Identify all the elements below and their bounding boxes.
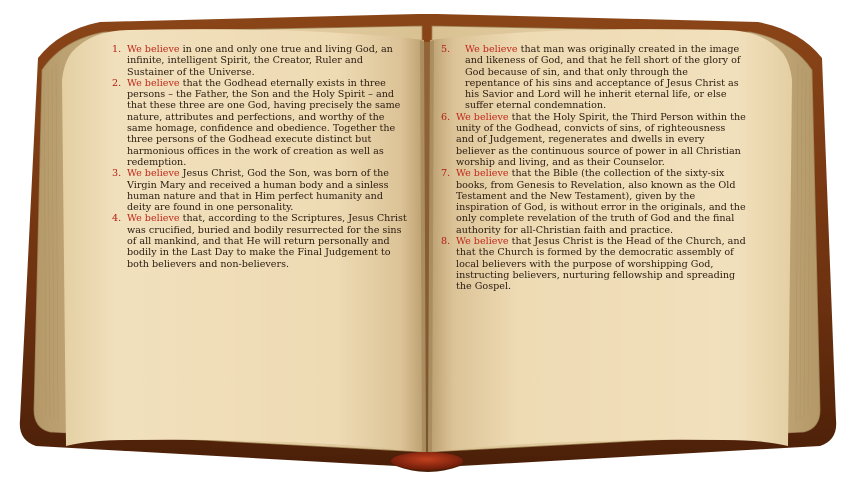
- belief-number: 6.: [441, 111, 451, 123]
- belief-text: that Jesus Christ is the Head of the Church, and that the Church is formed by the democratic assembly of local believers with the purpose of worshipping God, instructing believers, nurturing fellowship and spreading the Gospel.: [456, 236, 746, 293]
- belief-lead: We believe: [127, 213, 180, 225]
- belief-text: Jesus Christ, God the Son, was born of the Virgin Mary and received a human body and a sinless human nature and that in Him perfect humanity and deity are found in one personality.: [127, 168, 389, 214]
- belief-number: 3.: [112, 168, 122, 180]
- belief-text: in one and only one true and living God, an infinite, intelligent Spirit, the Creator, Ruler and Sustainer of the Universe.: [127, 44, 393, 78]
- left-page-belief-list: [112, 44, 410, 270]
- book-gutter: [420, 40, 434, 456]
- belief-lead: We believe: [127, 44, 180, 55]
- belief-number: 7.: [441, 168, 451, 180]
- bookmark-ribbon: [391, 452, 463, 470]
- belief-item: [112, 44, 410, 78]
- belief-item: [441, 168, 746, 236]
- belief-text: that, according to the Scriptures, Jesus Christ was crucified, buried and bodily resurrected for the sins of all mankind, and that He will return personally and bodily in the Last Day to make the Final Judgement to both believers and non-believers.: [127, 213, 407, 270]
- belief-lead: We believe: [456, 236, 509, 248]
- belief-lead: We believe: [465, 44, 518, 55]
- belief-lead: We believe: [456, 168, 509, 180]
- belief-text: that man was originally created in the image and likeness of God, and that he fell short of the glory of God because of sin, and that only through the repentance of his sins and acceptance of Jesus Christ as his Savior and Lord will he inherit eternal life, or else suffer eternal condemnation.: [465, 44, 741, 112]
- belief-number: 8.: [441, 236, 451, 248]
- belief-lead: We believe: [127, 77, 180, 89]
- right-page-belief-list: [441, 44, 746, 293]
- belief-number: 1.: [112, 44, 122, 55]
- belief-lead: We believe: [456, 111, 509, 123]
- belief-text: that the Bible (the collection of the sixty-six books, from Genesis to Revelation, also known as the Old Testament and the New Testament), given by the inspiration of God, is without error in the originals, and the only complete revelation of the truth of God and the final authority for all-Christian faith and practice.: [456, 168, 746, 236]
- belief-number: 5.: [441, 44, 451, 55]
- belief-item: [112, 78, 410, 168]
- belief-text: that the Godhead eternally exists in three persons – the Father, the Son and the Holy Spirit – and that these three are one God, having precisely the same nature, attributes and perfections, and worthy of the same homage, confidence and obedience. Together the three persons of the Godhead execute distinct but harmonious offices in the work of creation as well as redemption.: [127, 77, 401, 168]
- belief-lead: We believe: [127, 168, 180, 180]
- belief-item: [112, 213, 410, 269]
- belief-item: [441, 44, 746, 112]
- belief-number: 2.: [112, 77, 122, 89]
- belief-text: that the Holy Spirit, the Third Person within the unity of the Godhead, convicts of sins, of righteousness and of Judgement, regenerates and dwells in every believer as the continuous source of power in all Christian worship and living, and as their Counselor.: [456, 111, 746, 168]
- belief-number: 4.: [112, 213, 122, 225]
- belief-item: [441, 112, 746, 168]
- belief-item: [112, 168, 410, 213]
- belief-item: [441, 236, 746, 292]
